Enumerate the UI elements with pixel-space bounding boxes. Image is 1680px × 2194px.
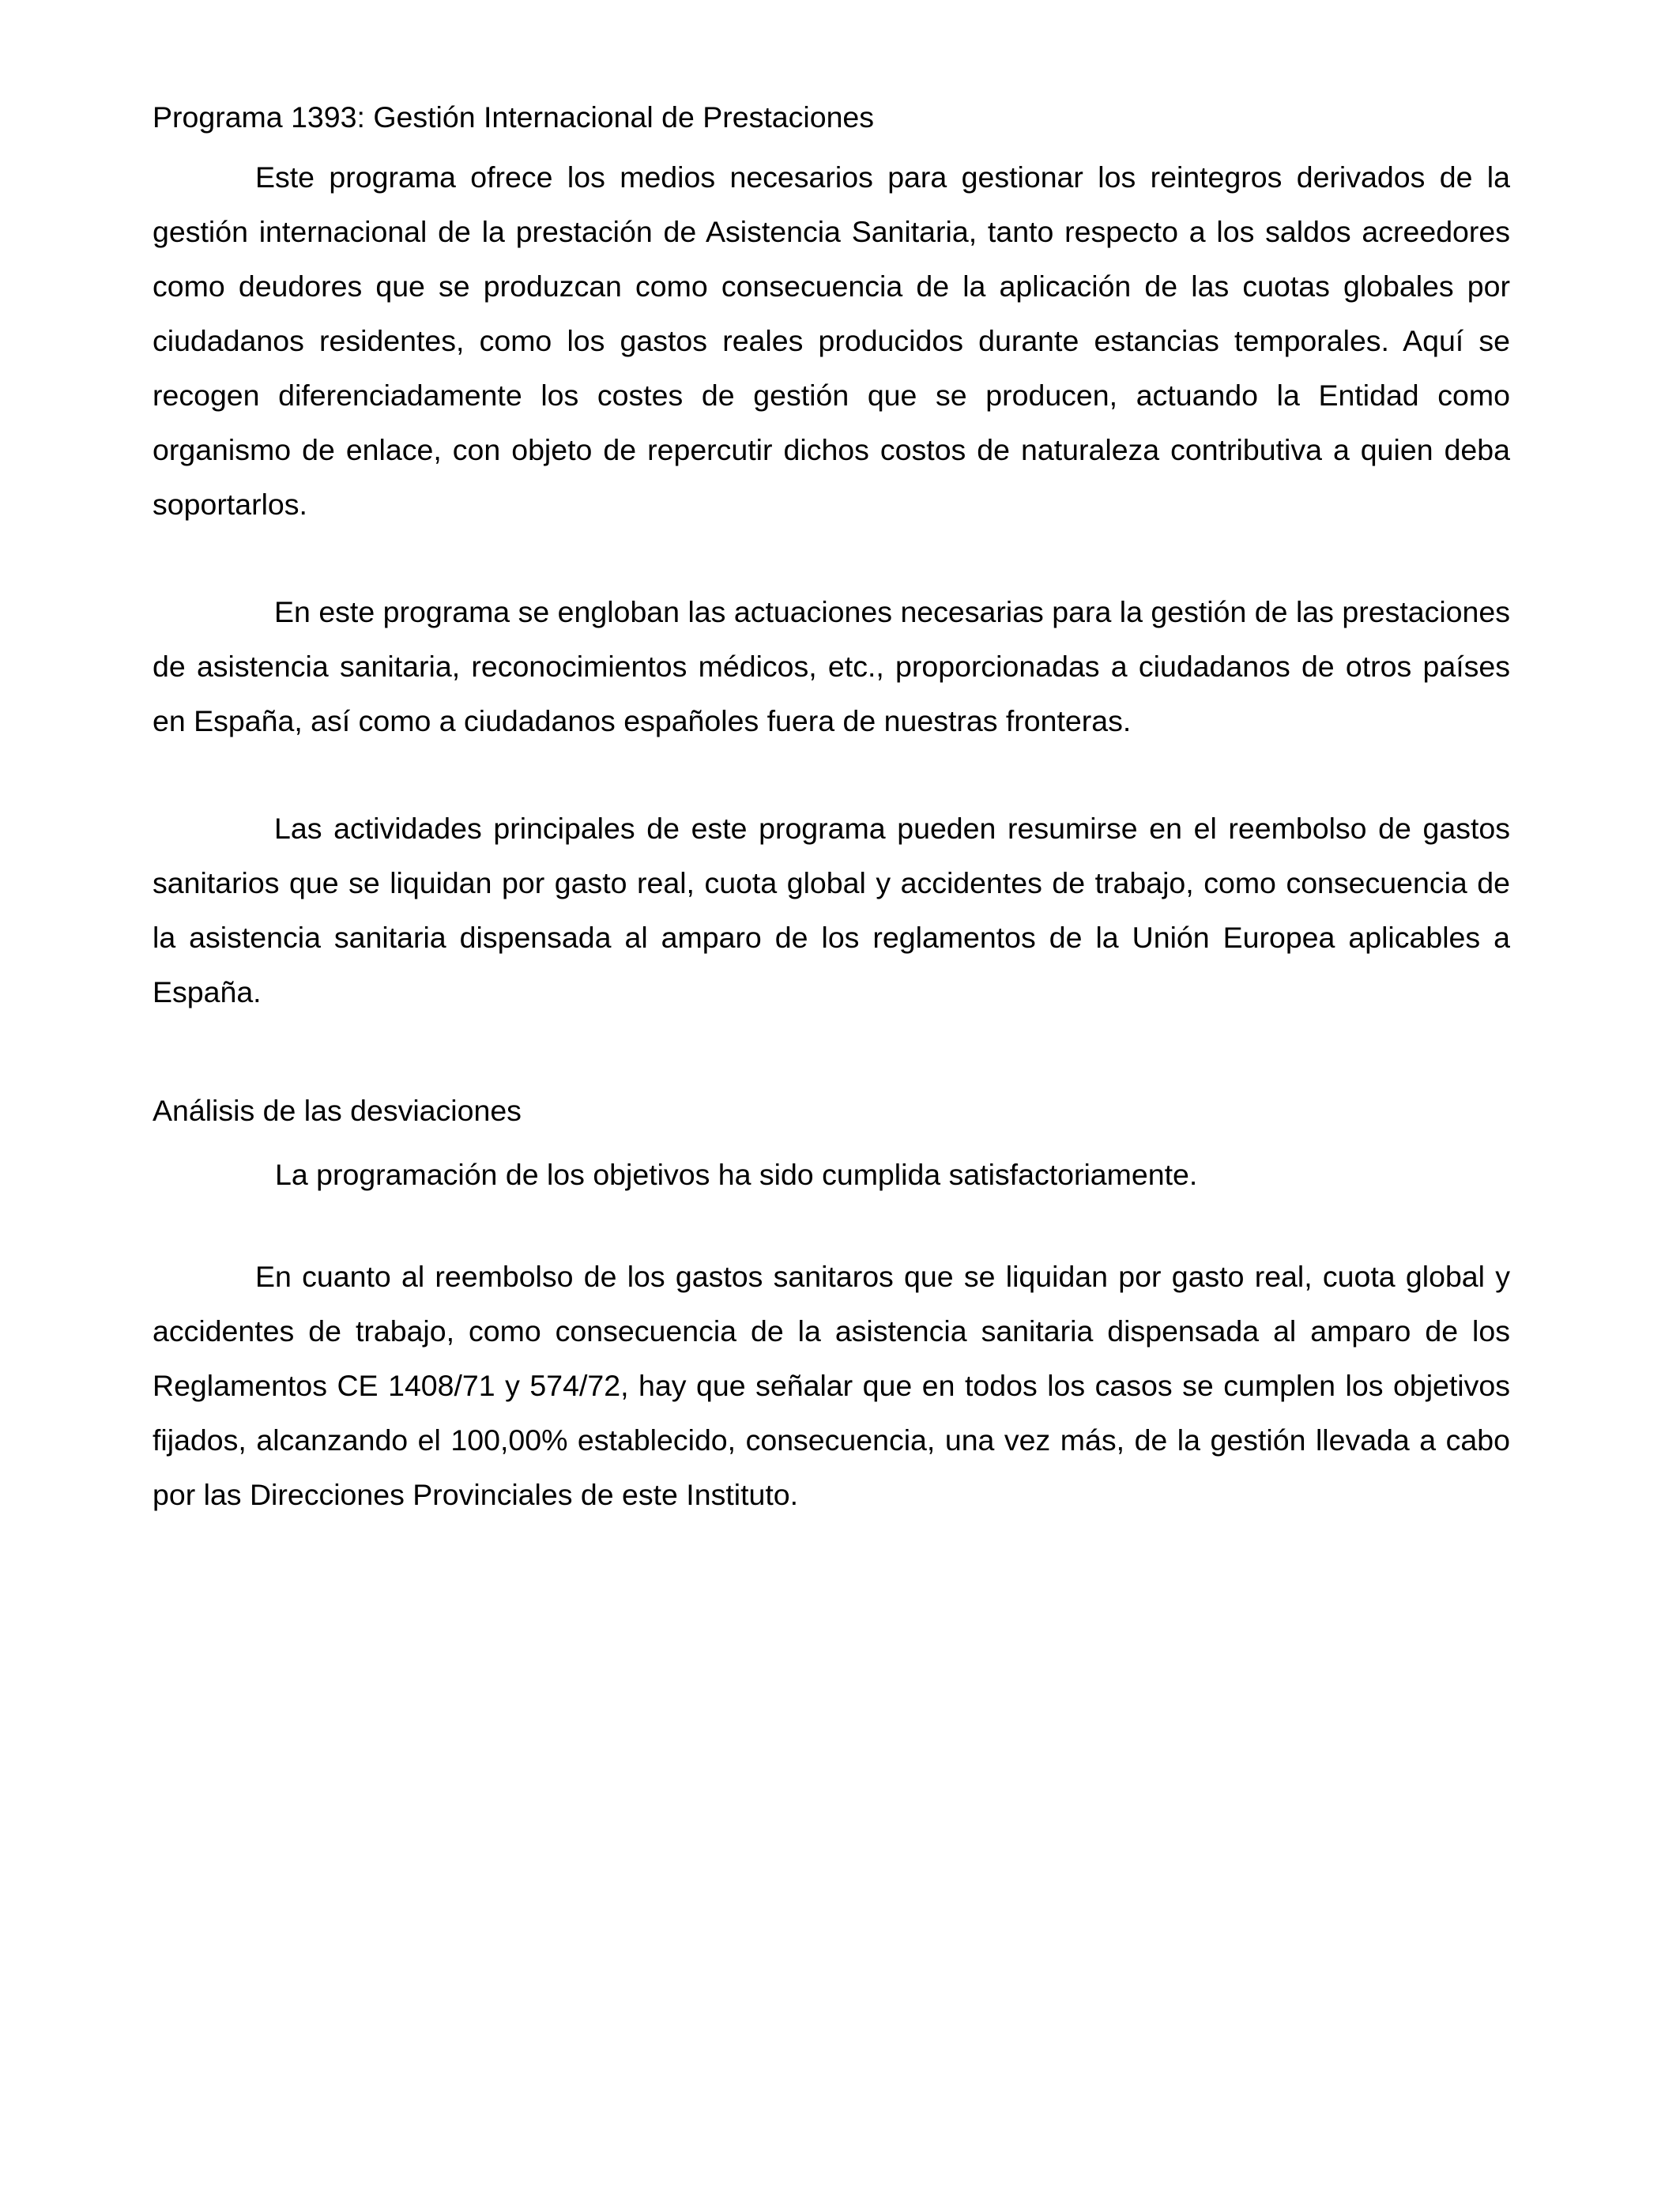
paragraph-deviations-statement: La programación de los objetivos ha sido cumplida satisfactoriamente. — [275, 1158, 1198, 1191]
section-heading-deviations: Análisis de las desviaciones — [153, 1094, 522, 1127]
paragraph-deviations-detail: En cuanto al reembolso de los gastos sanitaros que se liquidan por gasto real, cuota global y accidentes de trabajo, como consecuencia de la asistencia sanitaria dispensada al amparo de los Reglamentos CE 1408/71 y 574/72, hay que señalar que en todos los casos se cumplen los objetivos fijados, alcanzando el 100,00% establecido, consecuencia, una vez más, de la gestión llevada a cabo por las Direcciones Provinciales de este Instituto. — [153, 1260, 1510, 1511]
document-body — [153, 93, 1510, 1522]
paragraph-program-scope: En este programa se engloban las actuaciones necesarias para la gestión de las prestaciones de asistencia sanitaria, reconocimientos médicos, etc., proporcionadas a ciudadanos de otros países en España, así como a ciudadanos españoles fuera de nuestras fronteras. — [153, 595, 1510, 737]
paragraph-program-activities: Las actividades principales de este programa pueden resumirse en el reembolso de gastos sanitarios que se liquidan por gasto real, cuota global y accidentes de trabajo, como consecuencia de la asistencia sanitaria dispensada al amparo de los reglamentos de la Unión Europea aplicables a España. — [153, 812, 1510, 1008]
page-title: Programa 1393: Gestión Internacional de Prestaciones — [153, 100, 875, 134]
paragraph-program-description: Este programa ofrece los medios necesarios para gestionar los reintegros derivados de la gestión internacional de la prestación de Asistencia Sanitaria, tanto respecto a los saldos acreedores como deudores que se produzcan como consecuencia de la aplicación de las cuotas globales por ciudadanos residentes, como los gastos reales producidos durante estancias temporales. Aquí se recogen diferenciadamente los costes de gestión que se producen, actuando la Entidad como organismo de enlace, con objeto de repercutir dichos costos de naturaleza contributiva a quien deba soportarlos. — [153, 160, 1510, 521]
